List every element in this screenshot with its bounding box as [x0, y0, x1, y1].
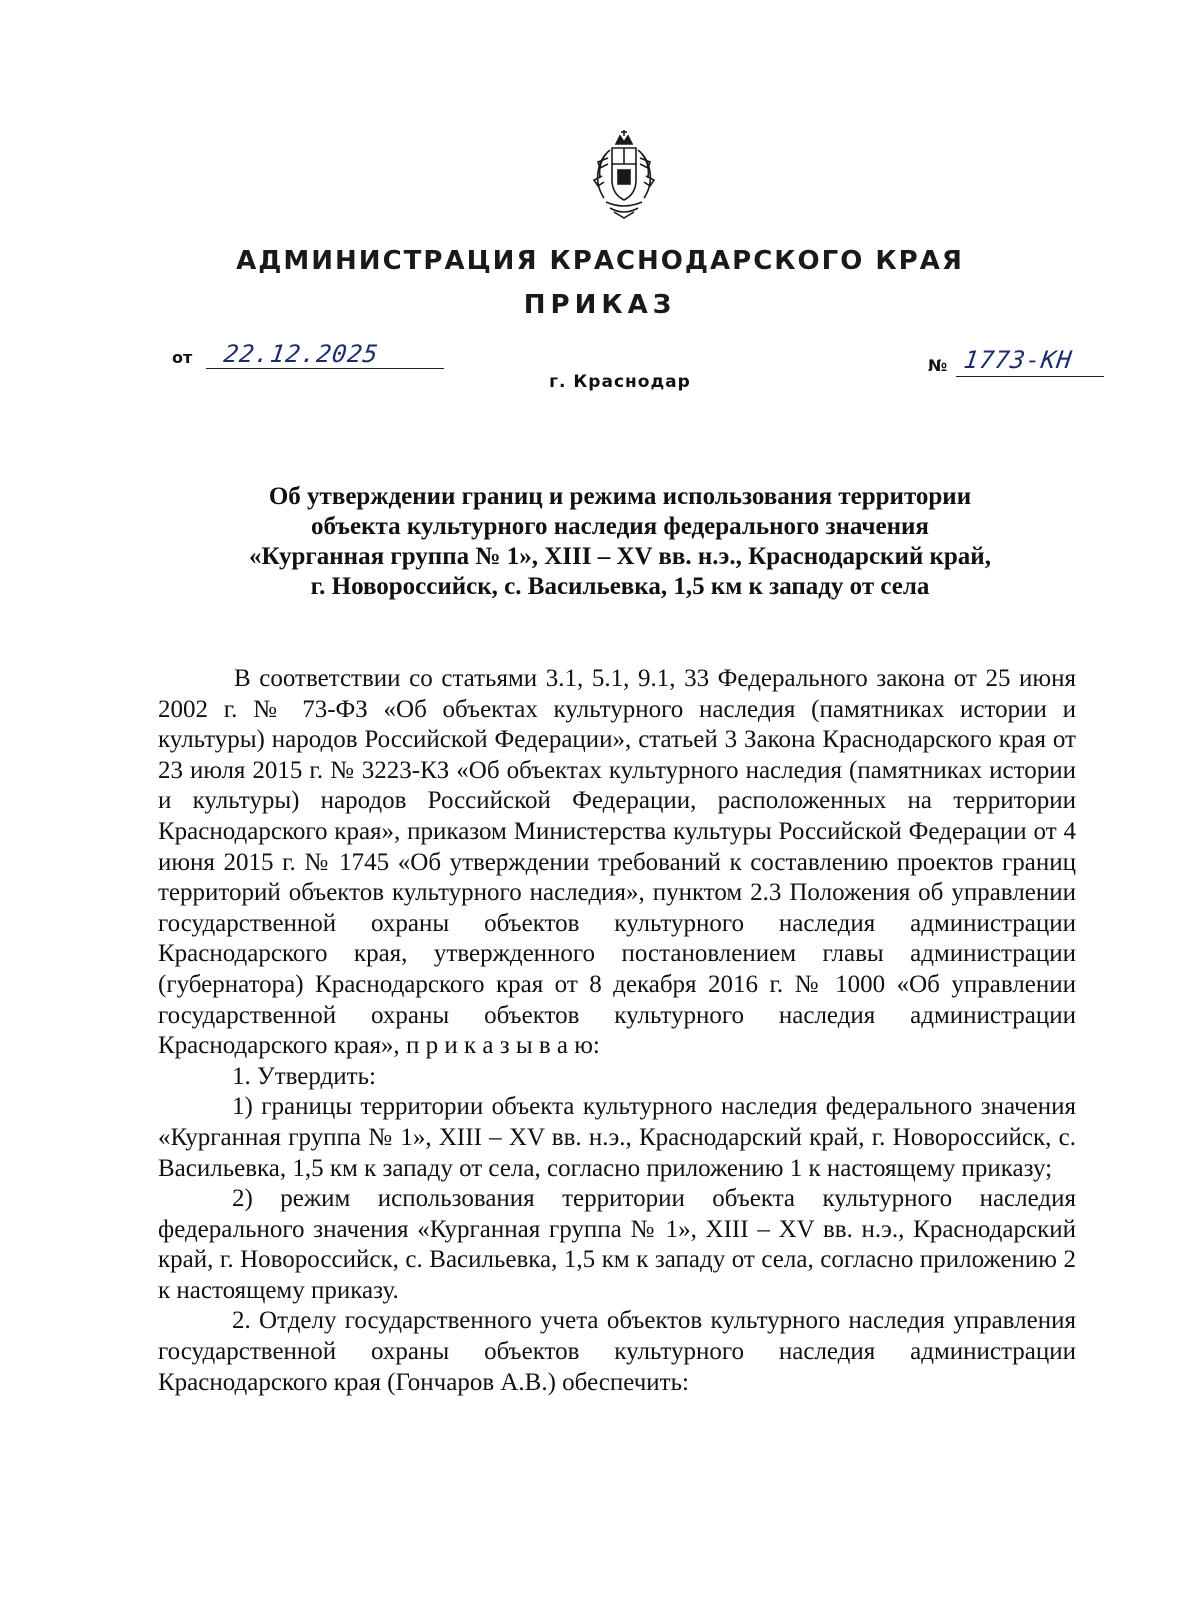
organization-title: АДМИНИСТРАЦИЯ КРАСНОДАРСКОГО КРАЯ — [236, 246, 964, 276]
subject-line: объекта культурного наследия федерального значения — [311, 513, 929, 540]
handwritten-date: 22.12.2025 — [222, 340, 381, 368]
number-prefix: № — [928, 356, 948, 375]
preamble-paragraph — [158, 664, 1076, 1062]
handwritten-number: 1773-КН — [962, 346, 1075, 374]
city-label: г. Краснодар — [549, 372, 691, 392]
item-1: 1. Утвердить: — [232, 1062, 376, 1090]
date-prefix: от — [172, 348, 193, 367]
preamble-text: В соответствии со статьями 3.1, 5.1, 9.1, 33 Федерального закона от 25 июня 2002 г. № 73-ФЗ «Об объектах культурного наследия (памятниках истории и культуры) народов Российской Федерации», статьей 3 Закона Краснодарского края от 23 июля 2015 г. № 3223-КЗ «Об объектах культурного наследия (памятниках истории и культуры) народов Российской Федерации, расположенных на территории Краснодарского края», приказом Министерства культуры Российской Федерации от 4 июня 2015 г. № 1745 «Об утверждении требований к составлению проектов границ территорий объектов культурного наследия», пунктом 2.3 Положения об управлении государственной охраны объектов культурного наследия администрации Краснодарского края, утвержденного постановлением главы администрации (губернатора) Краснодарского края от 8 декабря 2016 г. № 1000 «Об управлении государственной охраны объектов культурного наследия администрации Краснодарского края», — [158, 665, 1076, 1060]
document-type: ПРИКАЗ — [523, 290, 677, 320]
order-word: п р и к а з ы в а ю: — [405, 1032, 600, 1060]
date-underline — [206, 368, 444, 369]
subject-line: Об утверждении границ и режима использования территории — [268, 483, 972, 510]
item-1-2: 2) режим использования территории объекта культурного наследия федерального значения «Курганная группа № 1», XIII – XV вв. н.э., Краснодарский край, г. Новороссийск, с. Васильевка, 1,5 км к западу от села, согласно приложению 2 к настоящему приказу. — [158, 1185, 1076, 1304]
document-subject — [160, 482, 1080, 602]
krasnodar-coat-of-arms-icon — [592, 128, 656, 220]
item-2: 2. Отделу государственного учета объектов культурного наследия управления государственной охраны объектов культурного наследия администрации Краснодарского края (Гончаров А.В.) обеспечить: — [158, 1307, 1076, 1396]
document-body — [158, 664, 1076, 1398]
subject-line: «Курганная группа № 1», XIII – XV вв. н.э., Краснодарский край, — [249, 543, 991, 570]
item-1-1: 1) границы территории объекта культурного наследия федерального значения «Курганная группа № 1», XIII – XV вв. н.э., Краснодарский край, г. Новороссийск, с. Васильевка, 1,5 км к западу от села, согласно приложению 1 к настоящему приказу; — [158, 1093, 1076, 1182]
subject-line: г. Новороссийск, с. Васильевка, 1,5 км к западу от села — [310, 573, 930, 600]
